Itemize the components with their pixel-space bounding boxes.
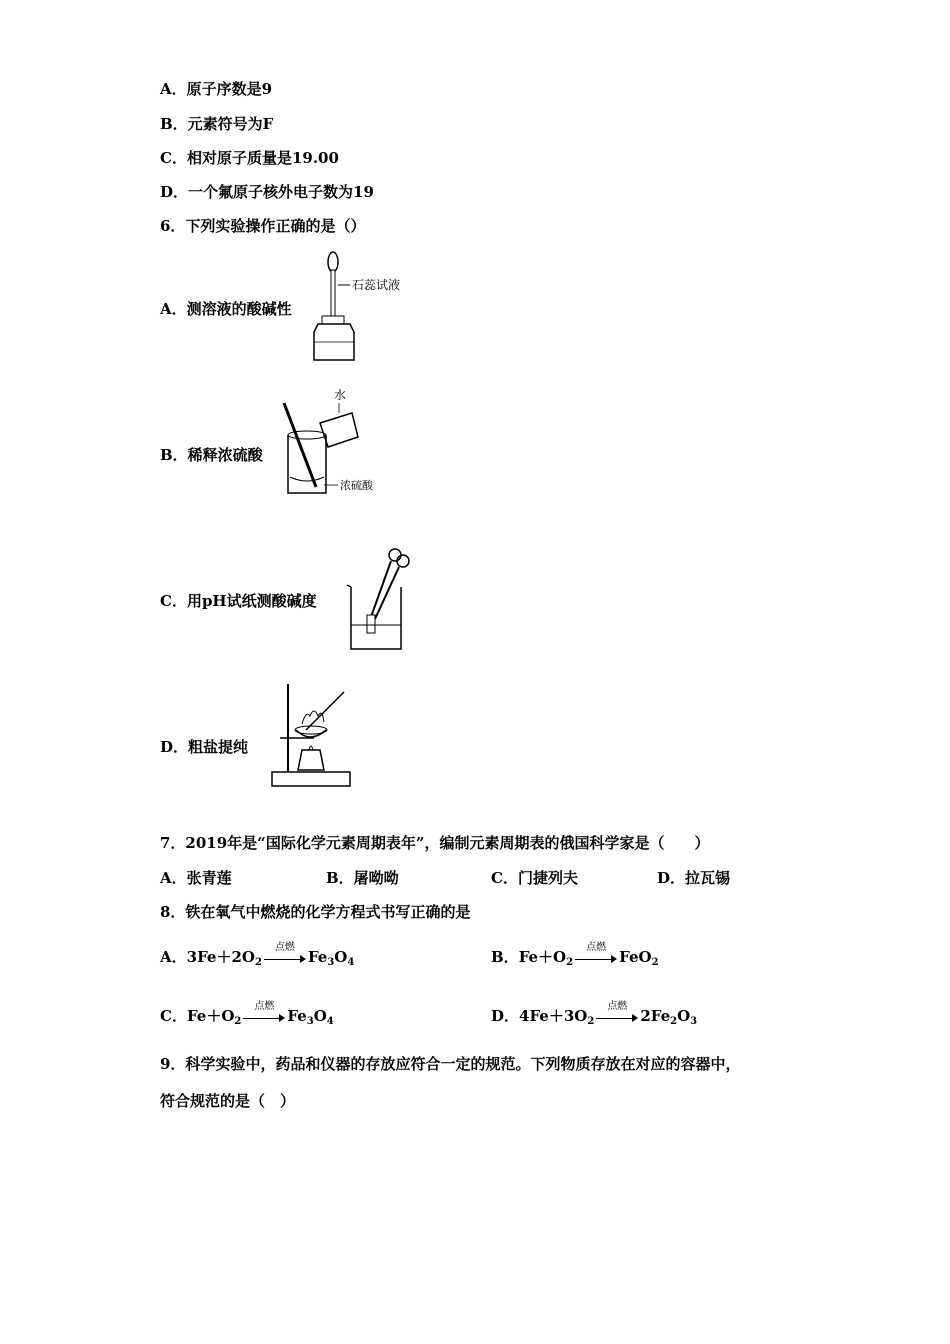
q8-stem: 8．铁在氧气中燃烧的化学方程式书写正确的是 [160, 903, 471, 921]
q9-stem-line2: 符合规范的是（ ） [160, 1092, 296, 1110]
q7-option-b: B．屠呦呦 [326, 869, 399, 887]
reaction-arrow: 点燃 [264, 951, 306, 965]
q5-option-a: A．原子序数是9 [160, 80, 273, 98]
q6-option-a: A．测溶液的酸碱性 [160, 300, 292, 318]
ph-paper-figure [345, 545, 425, 655]
q7-option-d: D．拉瓦锡 [657, 869, 731, 887]
q6-option-d: D．粗盐提纯 [160, 738, 249, 756]
water-label: 水 [334, 388, 347, 402]
reaction-arrow: 点燃 [596, 1010, 638, 1024]
dilute-acid-figure [276, 385, 386, 500]
q5-option-c: C．相对原子质量是19.00 [160, 149, 339, 167]
q5-option-d: D．一个氟原子核外电子数为19 [160, 183, 374, 201]
q8-option-b: B．$Fe+O_2$ 点燃 FeO$_2$ [491, 942, 659, 968]
q5-option-b: B．元素符号为F [160, 115, 274, 133]
q8-option-d: D．$4Fe+3O_2$ 点燃 $2Fe_2O_3$ [491, 1001, 698, 1027]
q7-option-c: C．门捷列夫 [491, 869, 578, 887]
salt-purification-figure [266, 680, 356, 792]
q6-option-b: B．稀释浓硫酸 [160, 446, 263, 464]
q6-stem: 6．下列实验操作正确的是（） [160, 217, 366, 235]
reaction-arrow: 点燃 [243, 1010, 285, 1024]
q7-option-a: A．张青莲 [160, 869, 232, 887]
q6-option-c: C．用pH试纸测酸碱度 [160, 592, 317, 610]
acid-label: 浓硫酸 [340, 480, 373, 492]
q8-option-a: A．$3Fe+2O_2$ 点燃 $Fe_3O_4$ [160, 942, 355, 968]
q9-stem-line1: 9．科学实验中，药品和仪器的存放应符合一定的规范。下列物质存放在对应的容器中， [160, 1055, 741, 1073]
reaction-arrow: 点燃 [575, 951, 617, 965]
q8-option-c: C．$Fe+O_2$ 点燃 $Fe_3O_4$ [160, 1001, 334, 1027]
q7-stem: 7．2019年是“国际化学元素周期表年”，编制元素周期表的俄国科学家是（ ） [160, 834, 710, 852]
litmus-label: 石蕊试液 [352, 278, 401, 292]
litmus-dropper-figure [310, 250, 420, 365]
